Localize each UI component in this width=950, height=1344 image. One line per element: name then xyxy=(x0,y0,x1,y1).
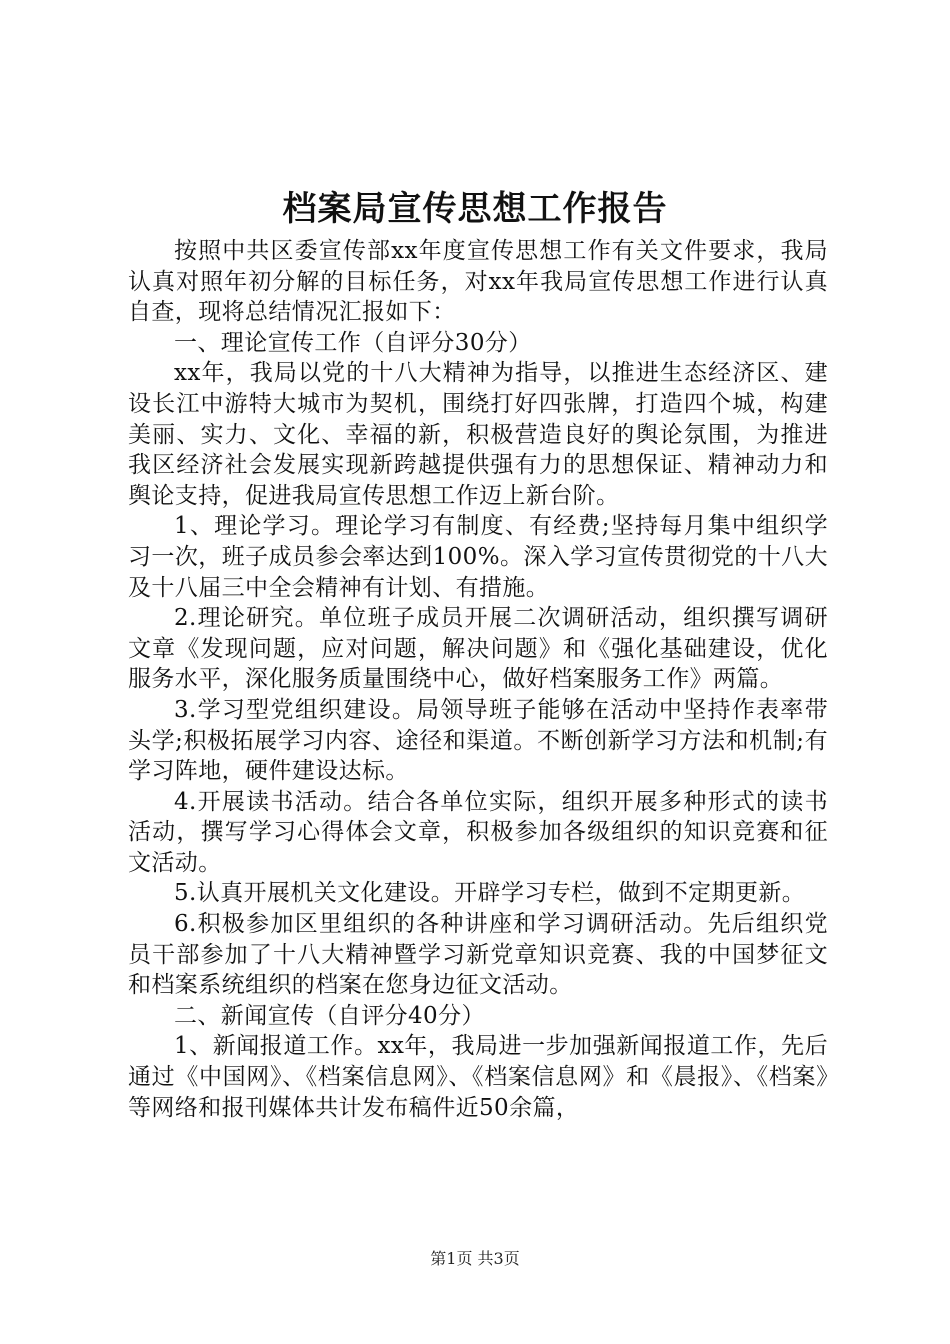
paragraph-item-5: 5.认真开展机关文化建设。开辟学习专栏，做到不定期更新。 xyxy=(174,880,806,907)
paragraph-intro: 按照中共区委宣传部xx年度宣传思想工作有关文件要求，我局认真对照年初分解的目标任务，对xx年我局宣传思想工作进行认真自查，现将总结情况汇报如下： xyxy=(128,238,828,326)
paragraph-item-1: 1、理论学习。理论学习有制度、有经费;坚持每月集中组织学习一次，班子成员参会率达到100%。深入学习宣传贯彻党的十八大及十八届三中全会精神有计划、有措施。 xyxy=(128,513,828,601)
section-heading-theory: 一、理论宣传工作（自评分30分） xyxy=(174,329,532,356)
section-heading-news: 二、新闻宣传（自评分40分） xyxy=(174,1002,485,1029)
page-footer: 第1页 共3页 xyxy=(430,1249,520,1268)
paragraph-news-1: 1、新闻报道工作。xx年，我局进一步加强新闻报道工作，先后通过《中国网》、《档案信息网》、《档案信息网》和《晨报》、《档案》等网络和报刊媒体共计发布稿件近50余篇， xyxy=(128,1033,828,1121)
paragraph-item-2: 2.理论研究。单位班子成员开展二次调研活动，组织撰写调研文章《发现问题，应对问题，解决问题》和《强化基础建设，优化服务水平，深化服务质量围绕中心，做好档案服务工作》两篇。 xyxy=(128,605,828,693)
paragraph-item-6: 6.积极参加区里组织的各种讲座和学习调研活动。先后组织党员干部参加了十八大精神暨学习新党章知识竞赛、我的中国梦征文和档案系统组织的档案在您身边征文活动。 xyxy=(128,911,828,999)
document-body xyxy=(128,236,828,1123)
paragraph-theory-overview: xx年，我局以党的十八大精神为指导，以推进生态经济区、建设长江中游特大城市为契机，围绕打好四张牌，打造四个城，构建美丽、实力、文化、幸福的新，积极营造良好的舆论氛围，为推进我区经济社会发展实现新跨越提供强有力的思想保证、精神动力和舆论支持，促进我局宣传思想工作迈上新台阶。 xyxy=(128,360,828,509)
paragraph-item-3: 3.学习型党组织建设。局领导班子能够在活动中坚持作表率带头学;积极拓展学习内容、途径和渠道。不断创新学习方法和机制;有学习阵地，硬件建设达标。 xyxy=(128,696,828,785)
paragraph-item-4: 4.开展读书活动。结合各单位实际，组织开展多种形式的读书活动，撰写学习心得体会文章，积极参加各级组织的知识竞赛和征文活动。 xyxy=(128,788,828,876)
document-title: 档案局宣传思想工作报告 xyxy=(282,189,668,229)
